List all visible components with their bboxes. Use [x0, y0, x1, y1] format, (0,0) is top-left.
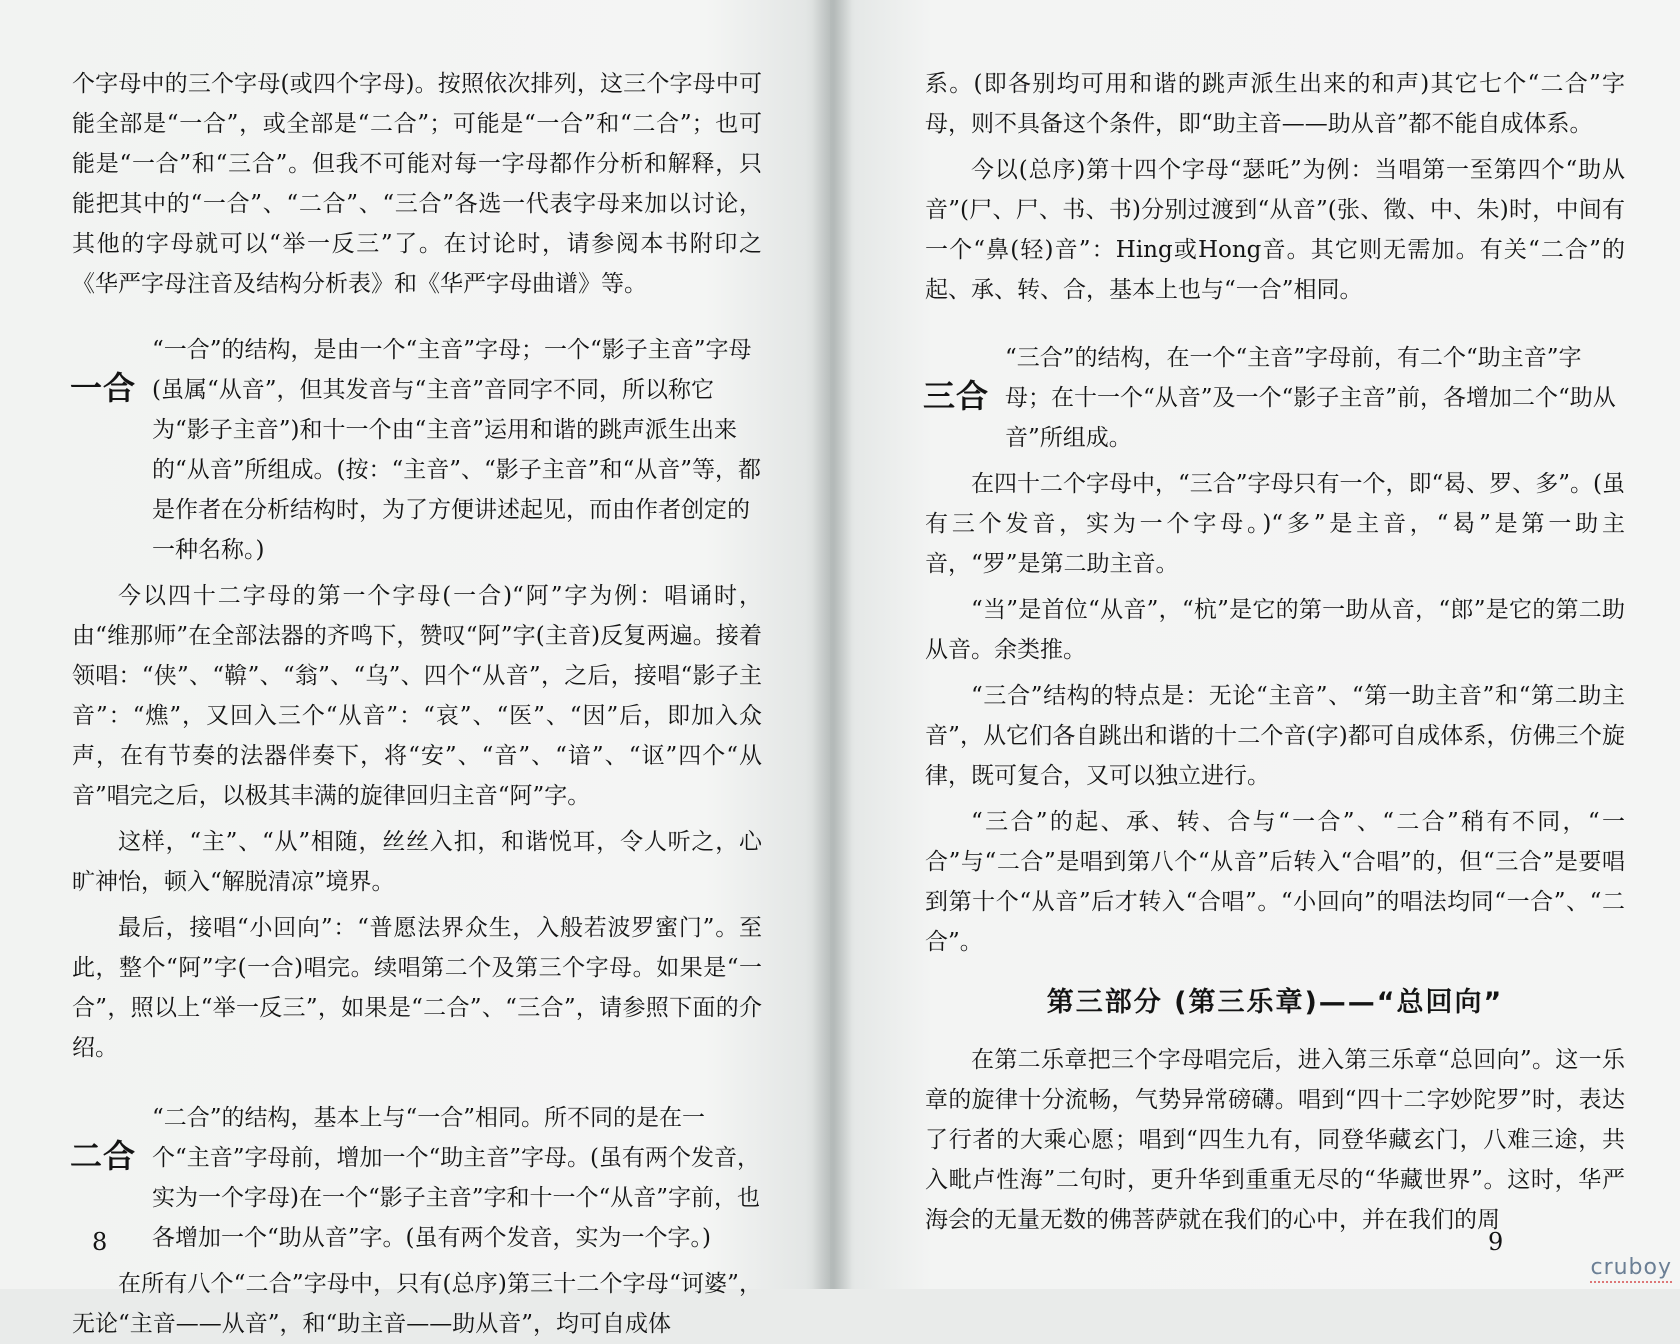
- section-rest: 个“主音”字母前，增加一个“助主音”字母。(虽有两个发音，实为一个字母)在一个“影子主音”字和十一个“从音”字前，也各增加一个“助从音”字。(虽有两个发音，实为一个字。): [152, 1145, 761, 1251]
- section-mark: 三合: [923, 377, 990, 415]
- paragraph: “当”是首位“从音”，“杭”是它的第一助从音，“郎”是它的第二助从音。余类推。: [925, 597, 1625, 663]
- paragraph: 个字母中的三个字母(或四个字母)。按照依次排列，这三个字母中可能全部是“一合”，或全部是“二合”；可能是“一合”和“二合”；也可能是“一合”和“三合”。但我不可能对每一字母都作分析和解释，只能把其中的“一合”、“二合”、“三合”各选一代表字母来加以讨论，其他的字母就可以“举一反三”了。在讨论时，请参阅本书附印之《华严字母注音及结构分析表》和《华严字母曲谱》等。: [72, 71, 762, 297]
- watermark: cruboy: [1590, 1255, 1672, 1283]
- right-page: [830, 0, 1680, 1289]
- section-san-he: [925, 338, 1625, 458]
- paragraph: 今以(总序)第十四个字母“瑟吒”为例：当唱第一至第四个“助从音”(尸、尸、书、书)分别过渡到“从音”(张、徵、中、朱)时，中间有一个“鼻(轻)音”：Hing或Hong音。其它则无需加。有关“二合”的起、承、转、合，基本上也与“一合”相同。: [925, 157, 1625, 303]
- section-mark: 二合: [70, 1137, 137, 1175]
- paragraph: “三合”的起、承、转、合与“一合”、“二合”稍有不同，“一合”与“二合”是唱到第八个“从音”后转入“合唱”的，但“三合”是要唱到第十个“从音”后才转入“合唱”。“小回向”的唱法均同“一合”、“二合”。: [925, 809, 1625, 955]
- right-page-text: [925, 64, 1625, 1240]
- section-mark: 一合: [70, 369, 137, 407]
- paragraph: 系。(即各别均可用和谐的跳声派生出来的和声)其它七个“二合”字母，则不具备这个条件，即“助主音——助从音”都不能自成体系。: [925, 71, 1625, 137]
- page-number: 9: [1488, 1228, 1504, 1256]
- section-first-line: “二合”的结构，基本上与“一合”相同。所不同的是在一: [152, 1105, 706, 1131]
- paragraph: 在四十二个字母中，“三合”字母只有一个，即“曷、罗、多”。(虽有三个发音，实为一个字母。)“多”是主音，“曷”是第一助主音，“罗”是第二助主音。: [925, 471, 1626, 577]
- section-first-line: “三合”的结构，在一个“主音”字母前，有二个“助主音”字: [1005, 345, 1582, 371]
- paragraph: 最后，接唱“小回向”：“普愿法界众生，入般若波罗蜜门”。至此，整个“阿”字(一合)唱完。续唱第二个及第三个字母。如果是“一合”，照以上“举一反三”，如果是“二合”、“三合”，请参照下面的介绍。: [72, 915, 762, 1061]
- paragraph: 这样，“主”、“从”相随，丝丝入扣，和谐悦耳，令人听之，心旷神怡，顿入“解脱清凉”境界。: [72, 829, 762, 895]
- paragraph: “三合”结构的特点是：无论“主音”、“第一助主音”和“第二助主音”，从它们各自跳出和谐的十二个音(字)都可自成体系，仿佛三个旋律，既可复合，又可以独立进行。: [925, 683, 1625, 789]
- paragraph: 在所有八个“二合”字母中，只有(总序)第三十二个字母“诃婆”，无论“主音——从音”，和“助主音——助从音”，均可自成体: [72, 1271, 762, 1337]
- section-rest: (虽属“从音”，但其发音与“主音”音同字不同，所以称它为“影子主音”)和十一个由“主音”运用和谐的跳声派生出来的“从音”所组成。(按：“主音”、“影子主音”和“从音”等，都是作者在分析结构时，为了方便讲述起见，而由作者创定的一种名称。): [152, 377, 762, 563]
- section-body: [72, 1098, 762, 1258]
- section-rest: 母；在十一个“从音”及一个“影子主音”前，各增加二个“助从音”所组成。: [1005, 385, 1616, 451]
- page-number: 8: [92, 1228, 108, 1256]
- section-er-he: [72, 1098, 762, 1258]
- left-page: [0, 0, 830, 1337]
- section-first-line: “一合”的结构，是由一个“主音”字母；一个“影子主音”字母: [152, 337, 752, 363]
- chapter-heading: 第三部分 (第三乐章)——“总回向”: [1046, 987, 1504, 1018]
- section-body: [72, 330, 762, 570]
- section-body: [925, 338, 1625, 458]
- section-yi-he: [72, 330, 762, 570]
- paragraph: 今以四十二字母的第一个字母(一合)“阿”字为例：唱诵时，由“维那师”在全部法器的齐鸣下，赞叹“阿”字(主音)反复两遍。接着领唱：“侠”、“鞥”、“翁”、“乌”、四个“从音”，之后，接唱“影子主音”：“燋”，又回入三个“从音”：“哀”、“医”、“因”后，即加入众声，在有节奏的法器伴奏下，将“安”、“音”、“谙”、“讴”四个“从音”唱完之后，以极其丰满的旋律回归主音“阿”字。: [72, 583, 762, 809]
- paragraph: 在第二乐章把三个字母唱完后，进入第三乐章“总回向”。这一乐章的旋律十分流畅，气势异常磅礴。唱到“四十二字妙陀罗”时，表达了行者的大乘心愿；唱到“四生九有，同登华藏玄门，八难三途，共入毗卢性海”二句时，更升华到重重无尽的“华藏世界”。这时，华严海会的无量无数的佛菩萨就在我们的心中，并在我们的周: [925, 1047, 1625, 1233]
- left-page-text: [72, 64, 762, 1344]
